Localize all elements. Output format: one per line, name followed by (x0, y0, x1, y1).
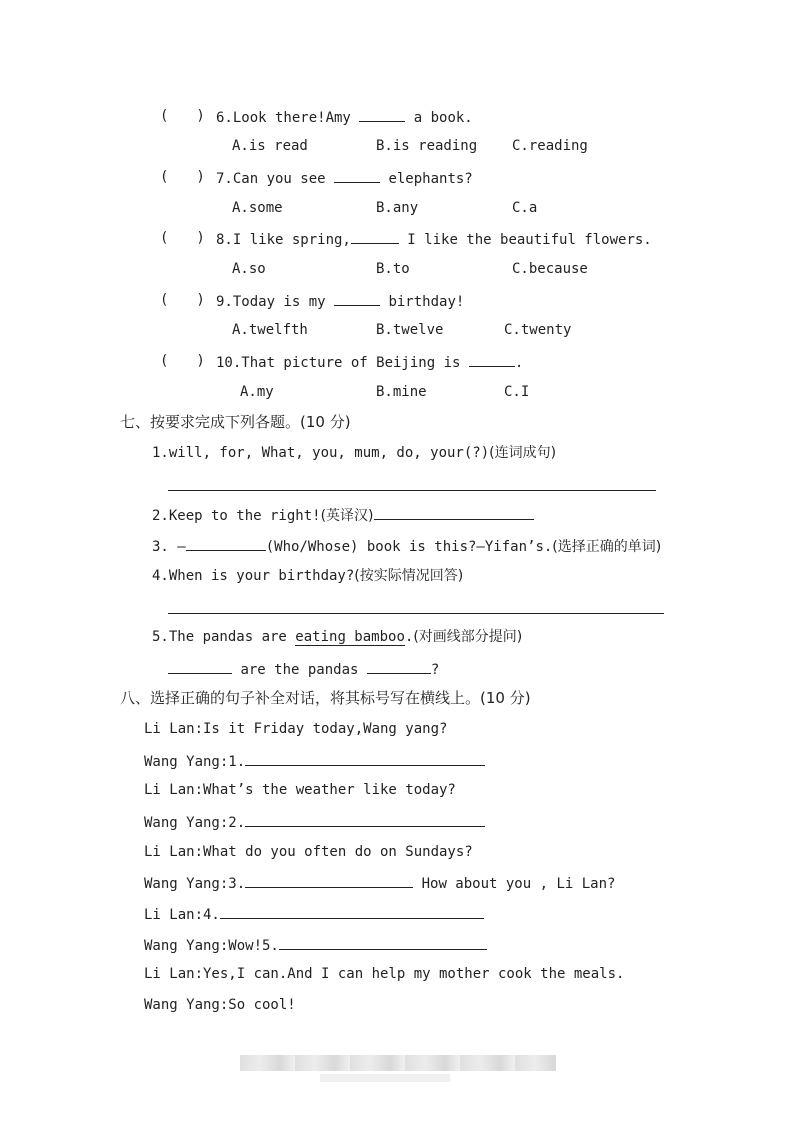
underlined-phrase: eating bamboo (295, 629, 405, 645)
dialogue-line: Li Lan:What’s the weather like today? (144, 782, 456, 798)
option-a[interactable]: A.so (232, 261, 266, 277)
dialogue-line: Wang Yang:1. (144, 751, 485, 771)
s7-q1-answer-line[interactable] (168, 490, 656, 491)
option-b[interactable]: B.twelve (376, 322, 444, 338)
option-b[interactable]: B.to (376, 261, 410, 277)
dialogue-line: Wang Yang:3. How about you , Li Lan? (144, 873, 615, 893)
question-stem: 10.That picture of Beijing is . (216, 352, 523, 372)
blurred-footer-sub (320, 1074, 450, 1082)
dialogue-line: Wang Yang:Wow!5. (144, 935, 487, 955)
answer-paren[interactable]: ( ) (160, 353, 205, 369)
question-stem: 7.Can you see elephants? (216, 168, 473, 188)
question-stem: 8.I like spring, I like the beautiful flowers. (216, 229, 652, 249)
dialogue-line: Li Lan:Is it Friday today,Wang yang? (144, 721, 448, 737)
fill-blank[interactable] (186, 536, 266, 551)
fill-blank[interactable] (351, 229, 399, 244)
fill-blank[interactable] (279, 935, 487, 950)
dialogue-line: Li Lan:4. (144, 904, 484, 924)
fill-blank[interactable] (367, 659, 431, 674)
answer-paren[interactable]: ( ) (160, 292, 205, 308)
option-a[interactable]: A.twelfth (232, 322, 308, 338)
fill-blank[interactable] (168, 659, 232, 674)
answer-paren[interactable]: ( ) (160, 169, 205, 185)
option-a[interactable]: A.is read (232, 138, 308, 154)
dialogue-line: Li Lan:What do you often do on Sundays? (144, 844, 473, 860)
question-stem: 9.Today is my birthday! (216, 291, 464, 311)
fill-blank[interactable] (334, 168, 380, 183)
s7-question-4: 4.When is your birthday?(按实际情况回答) (152, 568, 464, 584)
fill-blank[interactable] (359, 107, 405, 122)
fill-blank[interactable] (374, 505, 534, 520)
s7-q5-answer: are the pandas ? (168, 659, 439, 679)
fill-blank[interactable] (245, 873, 413, 888)
s7-question-1: 1.will, for, What, you, mum, do, your(?)(连词成句) (152, 445, 557, 461)
blurred-footer (240, 1055, 556, 1071)
option-a[interactable]: A.my (240, 384, 274, 400)
dialogue-line: Li Lan:Yes,I can.And I can help my mother cook the meals. (144, 966, 625, 982)
s7-question-5: 5.The pandas are eating bamboo.(对画线部分提问) (152, 629, 523, 645)
option-b[interactable]: B.any (376, 200, 419, 216)
option-c[interactable]: C.because (512, 261, 588, 277)
option-c[interactable]: C.twenty (504, 322, 572, 338)
fill-blank[interactable] (334, 291, 380, 306)
s7-question-3: 3. — (Who/Whose) book is this?—Yifan’s.(选择正确的单词) (152, 536, 661, 556)
option-c[interactable]: C.I (504, 384, 530, 400)
fill-blank[interactable] (245, 751, 485, 766)
fill-blank[interactable] (245, 812, 485, 827)
option-b[interactable]: B.mine (376, 384, 427, 400)
option-c[interactable]: C.a (512, 200, 538, 216)
answer-paren[interactable]: ( ) (160, 230, 205, 246)
dialogue-line: Wang Yang:So cool! (144, 997, 296, 1013)
fill-blank[interactable] (469, 352, 515, 367)
section-7-title: 七、按要求完成下列各题。(10 分) (120, 413, 351, 431)
option-b[interactable]: B.is reading (376, 138, 478, 154)
s7-q4-answer-line[interactable] (168, 613, 664, 614)
answer-paren[interactable]: ( ) (160, 108, 205, 124)
dialogue-line: Wang Yang:2. (144, 812, 485, 832)
fill-blank[interactable] (220, 904, 484, 919)
option-a[interactable]: A.some (232, 200, 283, 216)
question-stem: 6.Look there!Amy a book. (216, 107, 473, 127)
section-8-title: 八、选择正确的句子补全对话，将其标号写在横线上。(10 分) (120, 689, 531, 707)
s7-question-2: 2.Keep to the right!(英译汉) (152, 505, 534, 525)
option-c[interactable]: C.reading (512, 138, 588, 154)
